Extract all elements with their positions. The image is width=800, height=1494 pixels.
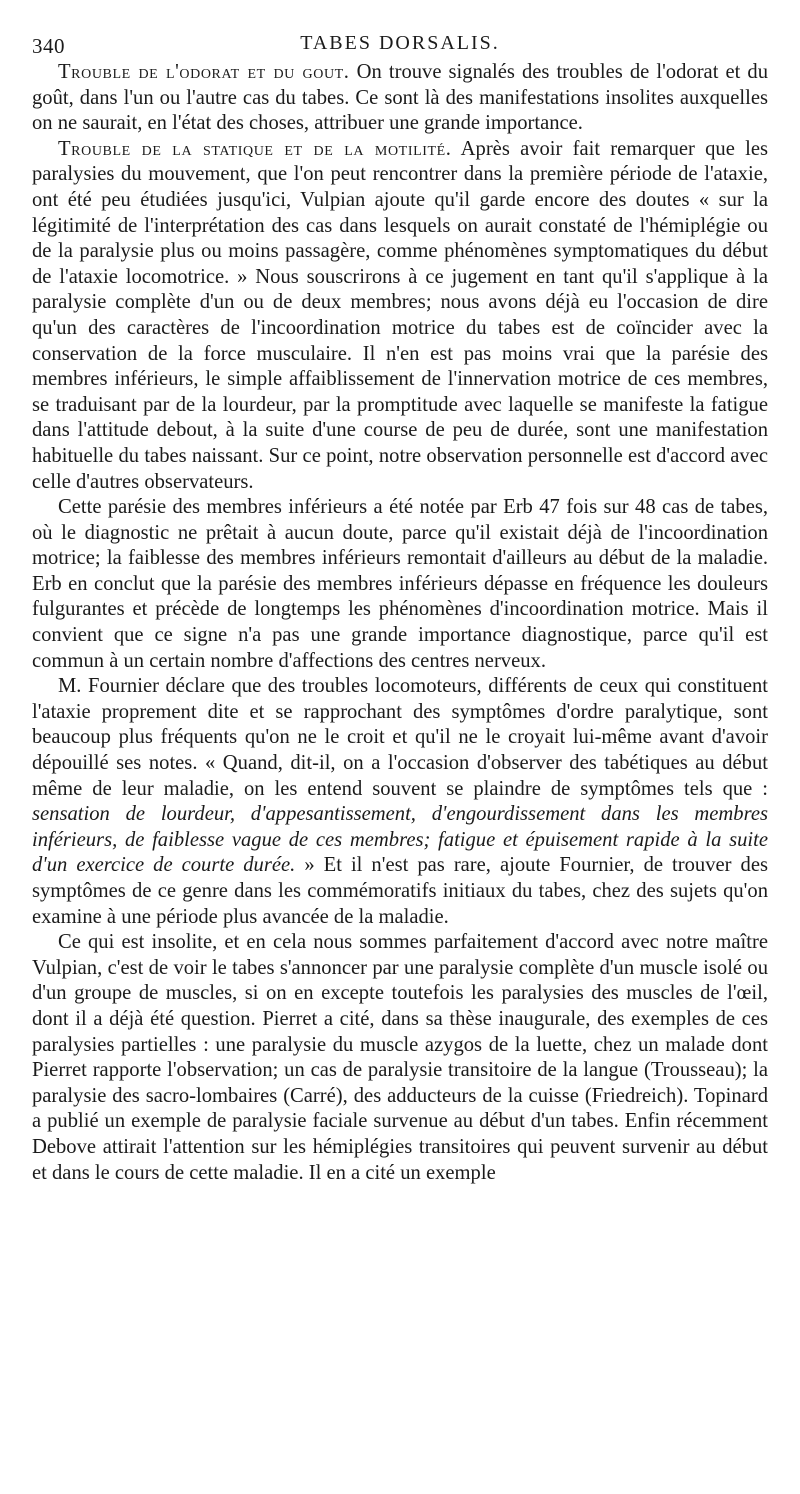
- paragraph-text: » Et il n'est pas rare, ajoute Fournier, de trouver des symptômes de ce genre dans les commémoratifs initiaux du tabes, chez des sujets qu'on examine à une période plus avancée de la maladie.: [32, 854, 768, 928]
- running-title: TABES DORSALIS.: [300, 32, 500, 54]
- book-page: [32, 30, 768, 1186]
- paragraph-fournier: [32, 674, 768, 930]
- paragraph-text: Ce qui est insolite, et en cela nous sommes parfaitement d'accord avec notre maître Vulpian, c'est de voir le tabes s'annoncer par une paralysie complète d'un muscle isolé ou d'un groupe de muscles, si on en excepte toutefois les paralysies des muscles de l'œil, dont il a déjà été question. Pierret a cité, dans sa thèse inaugurale, des exemples de ces paralysies partielles : une paralysie du muscle azygos de la luette, chez un malade dont Pierret rapporte l'observation; un cas de paralysie transitoire de la langue (Trousseau); la paralysie des sacro-lombaires (Carré), des adducteurs de la cuisse (Friedreich). Topinard a publié un exemple de paralysie faciale survenue au début d'un tabes. Enfin récemment Debove attirait l'attention sur les hémiplégies transitoires qui peuvent survenir au début et dans le cours de cette maladie. Il en a cité un exemple: [32, 931, 768, 1184]
- paragraph-vulpian: [32, 930, 768, 1186]
- running-head: [32, 30, 768, 60]
- paragraph-text: Cette parésie des membres inférieurs a été notée par Erb 47 fois sur 48 cas de tabes, où le diagnostic ne prêtait à aucun doute, parce qu'il existait déjà de l'incoordination motrice; la faiblesse des membres inférieurs remontait d'ailleurs au début de la maladie. Erb en conclut que la parésie des membres inférieurs dépasse en fréquence les douleurs fulgurantes et précède de longtemps les phénomènes d'incoordination motrice. Mais il convient que ce signe n'a pas une grande importance diagnostique, parce qu'il est commun à un certain nombre d'affections des centres nerveux.: [32, 496, 768, 672]
- page-number: 340: [32, 34, 65, 58]
- section-heading-statics-motility: Trouble de la statique et de la motilité.: [58, 137, 452, 160]
- paragraph-text: On trouve signalés des troubles de l'odorat et du goût, dans l'un ou l'autre cas du tabes. Ce sont là des manifestations insolites auxquelles on ne saurait, en l'état des choses, attribuer une grande importance.: [32, 61, 768, 135]
- paragraph-smell-taste: [32, 60, 768, 137]
- section-heading-smell-taste: Trouble de l'odorat et du gout.: [58, 61, 350, 83]
- quoted-symptoms-italic: sensation de lourdeur, d'appesantissement, d'engourdissement dans les membres inférieurs, de faiblesse vague de ces membres; fatigue et épuisement rapide à la suite d'un exercice de courte durée.: [32, 803, 768, 877]
- paragraph-erb: [32, 495, 768, 674]
- paragraph-text: Après avoir fait remarquer que les paralysies du mouvement, que l'on peut rencontrer dans la première période de l'ataxie, ont été peu étudiées jusqu'ici, Vulpian ajoute qu'il garde encore des doutes « sur la légitimité de l'interprétation des cas dans lesquels on aurait constaté de l'hémiplégie ou de la paralysie plus ou moins passagère, comme phénomènes symptomatiques du début de l'ataxie locomotrice. » Nous souscrirons à ce jugement en tant qu'il s'applique à la paralysie complète d'un ou de deux membres; nous avons déjà eu l'occasion de dire qu'un des caractères de l'incoordination motrice du tabes est de coïncider avec la conservation de la force musculaire. Il n'en est pas moins vrai que la parésie des membres inférieurs, le simple affaiblissement de l'innervation motrice de ces membres, se traduisant par de la lourdeur, par la promptitude avec laquelle se manifeste la fatigue dans l'attitude debout, à la suite d'une course de peu de durée, sont une manifestation habituelle du tabes naissant. Sur ce point, notre observation personnelle est d'accord avec celle d'autres observateurs.: [32, 137, 768, 493]
- paragraph-statics-motility: [32, 137, 768, 495]
- paragraph-text: M. Fournier déclare que des troubles locomoteurs, différents de ceux qui constituent l'ataxie proprement dite et se rapprochant des symptômes d'ordre paralytique, sont beaucoup plus fréquents qu'on ne le croit et qu'il ne le croyait lui-même avant d'avoir dépouillé ses notes. « Quand, dit-il, on a l'occasion d'observer des tabétiques au début même de leur maladie, on les entend souvent se plaindre de symptômes tels que :: [32, 675, 768, 800]
